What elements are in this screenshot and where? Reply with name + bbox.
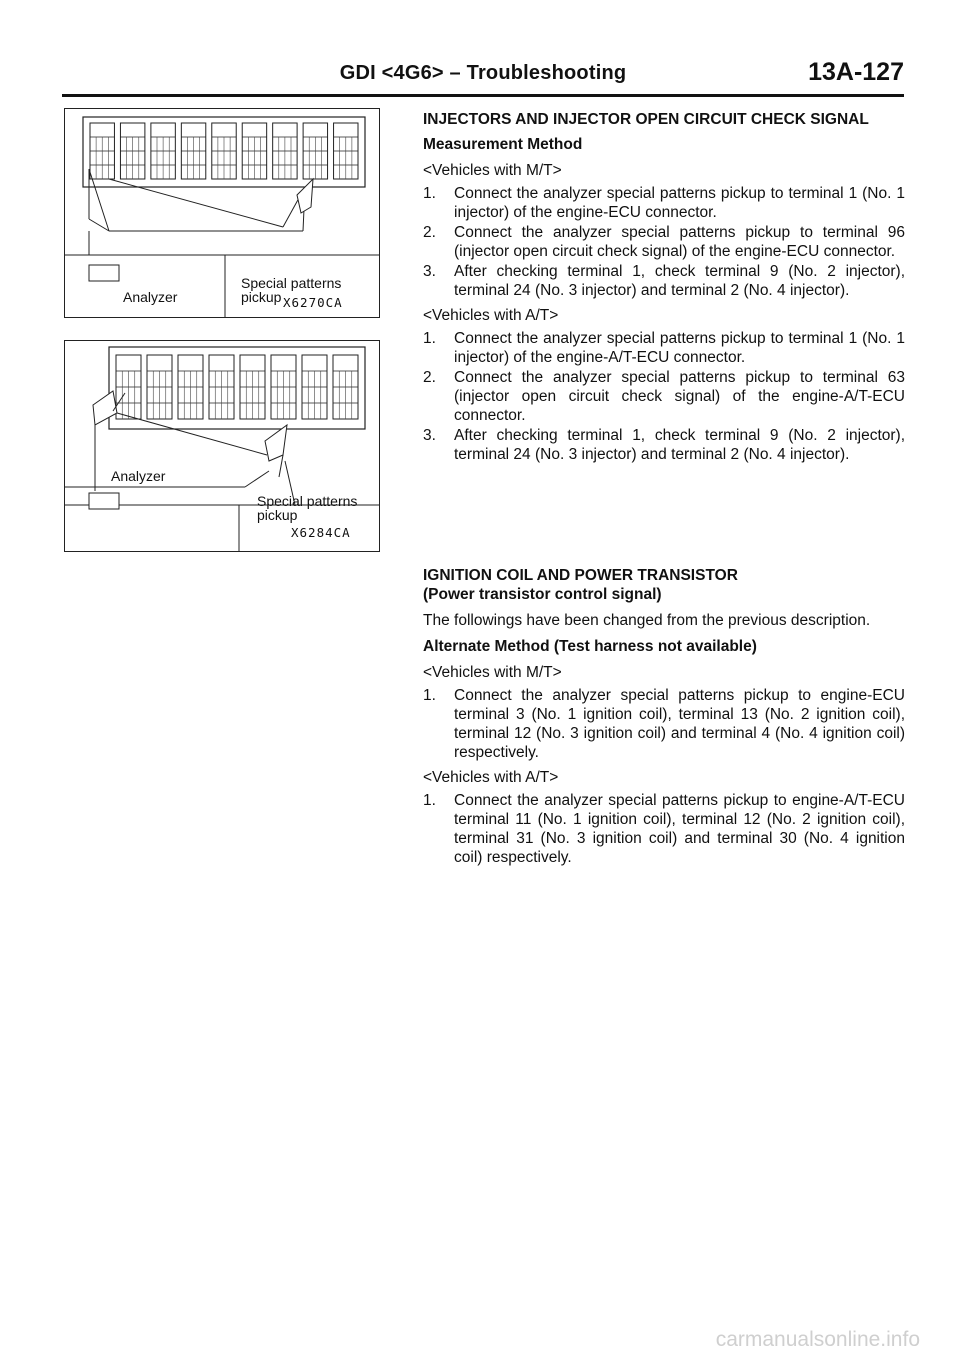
at-vehicles-label: <Vehicles with A/T> bbox=[423, 769, 559, 786]
mt-steps-list bbox=[423, 184, 905, 300]
list-item: 2. Connect the analyzer special patterns pickup to terminal 96 (injector open circuit check signal) of the engine-ECU connector. bbox=[423, 224, 905, 260]
analyzer-label: Analyzer bbox=[111, 468, 166, 484]
pickup-label-line1: Special patterns bbox=[241, 275, 342, 291]
page-title: GDI <4G6> – Troubleshooting bbox=[339, 62, 627, 84]
alternate-method-heading: Alternate Method (Test harness not available) bbox=[423, 638, 757, 655]
list-item: 3. After checking terminal 1, check terminal 9 (No. 2 injector), terminal 24 (No. 3 injector) and terminal 2 (No. 4 injector). bbox=[423, 263, 905, 299]
figure-mt-connection bbox=[64, 108, 380, 318]
analyzer-label: Analyzer bbox=[123, 289, 178, 305]
section-heading: IGNITION COIL AND POWER TRANSISTOR bbox=[423, 567, 738, 584]
section-heading: INJECTORS AND INJECTOR OPEN CIRCUIT CHECK SIGNAL bbox=[423, 111, 869, 128]
mt-vehicles-label: <Vehicles with M/T> bbox=[423, 162, 562, 179]
list-item: 1. Connect the analyzer special patterns pickup to engine-A/T-ECU terminal 11 (No. 1 ignition coil), terminal 12 (No. 2 ignition coil), terminal 31 (No. 3 ignition coil) and terminal 30 (No. 4 ignition coil) respectively. bbox=[423, 792, 905, 866]
page-header bbox=[62, 58, 904, 97]
at-steps-list bbox=[423, 791, 905, 867]
at-steps-list bbox=[423, 329, 905, 464]
mt-vehicles-label: <Vehicles with M/T> bbox=[423, 664, 562, 681]
list-item: 1. Connect the analyzer special patterns pickup to engine-ECU terminal 3 (No. 1 ignition coil), terminal 13 (No. 2 ignition coil), terminal 12 (No. 3 ignition coil) and terminal 4 (No. 4 ignition coil) respectively. bbox=[423, 687, 905, 761]
watermark: carmanualsonline.info bbox=[715, 1328, 920, 1351]
page-number: 13A-127 bbox=[808, 58, 904, 86]
injector-section bbox=[423, 110, 905, 465]
list-item: 2. Connect the analyzer special patterns pickup to terminal 63 (injector open circuit check signal) of the engine-A/T-ECU connector. bbox=[423, 369, 905, 424]
ignition-section bbox=[423, 566, 905, 868]
pickup-label-line2: pickup bbox=[257, 507, 298, 523]
figure-at-connection bbox=[64, 340, 380, 552]
pickup-label-line2: pickup bbox=[241, 289, 282, 305]
figure-code: X6270CA bbox=[283, 295, 343, 310]
list-item: 1. Connect the analyzer special patterns pickup to terminal 1 (No. 1 injector) of the engine-ECU connector. bbox=[423, 185, 905, 221]
at-connector-diagram bbox=[65, 341, 379, 551]
list-item: 1. Connect the analyzer special patterns pickup to terminal 1 (No. 1 injector) of the engine-A/T-ECU connector. bbox=[423, 330, 905, 366]
pickup-label-line1: Special patterns bbox=[257, 493, 358, 509]
section-subheading: (Power transistor control signal) bbox=[423, 586, 662, 603]
intro-text: The followings have been changed from the previous description. bbox=[423, 612, 871, 629]
figure-code: X6284CA bbox=[291, 525, 351, 540]
measurement-method-heading: Measurement Method bbox=[423, 136, 583, 153]
list-item: 3. After checking terminal 1, check terminal 9 (No. 2 injector), terminal 24 (No. 3 injector) and terminal 2 (No. 4 injector). bbox=[423, 427, 905, 463]
at-vehicles-label: <Vehicles with A/T> bbox=[423, 307, 559, 324]
mt-steps-list bbox=[423, 686, 905, 762]
